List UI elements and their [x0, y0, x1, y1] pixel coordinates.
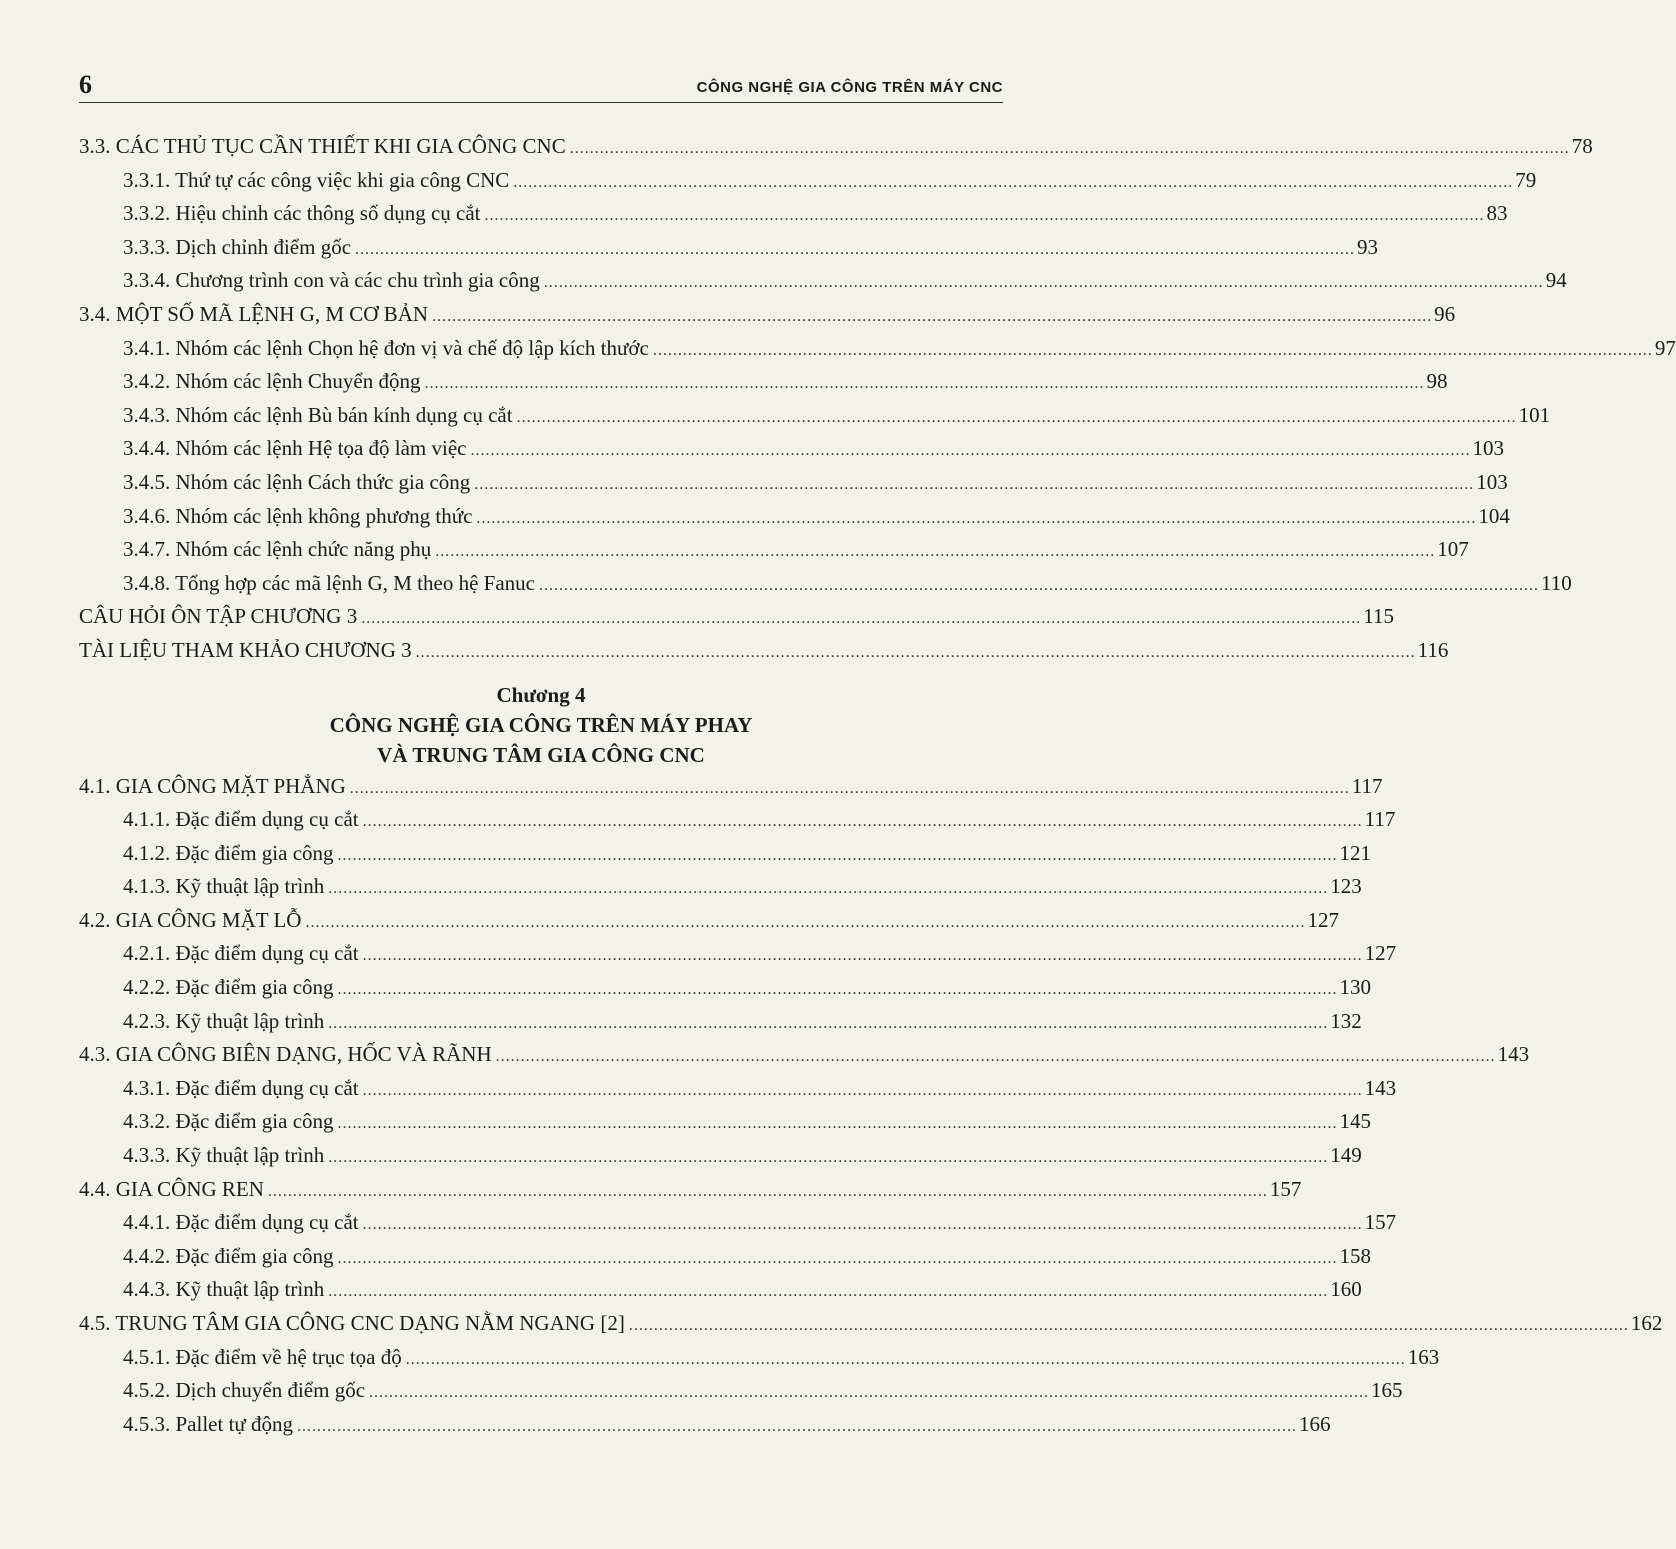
toc-entry-title: CÂU HỎI ÔN TẬP CHƯƠNG 3 — [79, 604, 358, 629]
toc-entry-page: 116 — [1417, 637, 1449, 662]
toc-entry-title: 4.4.3. Kỹ thuật lập trình — [123, 1277, 325, 1302]
toc-entry-title: 4.4. GIA CÔNG REN — [79, 1176, 264, 1201]
toc-entry-title: 3.4.7. Nhóm các lệnh chức năng phụ — [123, 537, 432, 562]
toc-entry-page: 115 — [1363, 604, 1394, 629]
toc-entry-page: 157 — [1269, 1176, 1302, 1201]
toc-dot-leader: ........................................................................................................................................................................................................ — [369, 1384, 1370, 1402]
chapter-title-line-1: CÔNG NGHỆ GIA CÔNG TRÊN MÁY PHAY — [329, 712, 753, 737]
toc-entry-title: 4.5. TRUNG TÂM GIA CÔNG CNC DẠNG NẰM NGANG [2] — [79, 1311, 625, 1335]
toc-entry-page: 158 — [1339, 1243, 1372, 1268]
toc-section-entry — [79, 770, 1383, 804]
toc-subsection-entry — [79, 870, 1362, 904]
toc-dot-leader: ........................................................................................................................................................................................................ — [424, 375, 1425, 393]
toc-dot-leader: ........................................................................................................................................................................................................ — [337, 981, 1338, 999]
toc-entry-title: 4.5.1. Đặc điểm về hệ trục tọa độ — [123, 1344, 402, 1369]
toc-entry-page: 79 — [1515, 167, 1537, 192]
chapter-title-line-2: VÀ TRUNG TÂM GIA CÔNG CNC — [377, 742, 705, 767]
toc-entry-title: 4.3. GIA CÔNG BIÊN DẠNG, HỐC VÀ RÃNH — [79, 1042, 492, 1067]
toc-entry-page: 130 — [1339, 975, 1372, 1000]
toc-subsection-entry — [79, 1374, 1403, 1408]
toc-entry-page: 163 — [1407, 1344, 1440, 1369]
toc-subsection-entry — [79, 803, 1396, 837]
toc-section-entry — [79, 904, 1339, 938]
toc-entry-page: 101 — [1518, 402, 1551, 427]
toc-subsection-entry — [79, 231, 1379, 265]
toc-subsection-entry — [79, 264, 1567, 298]
toc-entry-title: 4.1. GIA CÔNG MẶT PHẲNG — [79, 773, 346, 798]
toc-dot-leader: ........................................................................................................................................................................................................ — [337, 1115, 1338, 1133]
toc-dot-leader: ........................................................................................................................................................................................................ — [349, 779, 1350, 797]
toc-dot-leader: ........................................................................................................................................................................................................ — [538, 576, 1539, 594]
toc-section-entry — [79, 1307, 1663, 1341]
toc-entry-title: 4.1.2. Đặc điểm gia công — [123, 840, 334, 865]
toc-section-chapter-4 — [79, 770, 1663, 1442]
toc-entry-title: 4.3.1. Đặc điểm dụng cụ cắt — [123, 1075, 359, 1100]
toc-entry-page: 166 — [1299, 1411, 1331, 1436]
toc-entry-title: 4.2. GIA CÔNG MẶT LỖ — [79, 907, 302, 932]
toc-dot-leader: ........................................................................................................................................................................................................ — [297, 1417, 1298, 1435]
toc-dot-leader: ........................................................................................................................................................................................................ — [415, 643, 1416, 661]
toc-section-entry — [79, 1173, 1302, 1207]
toc-entry-title: 4.1.3. Kỹ thuật lập trình — [123, 874, 325, 899]
toc-subsection-entry — [79, 1206, 1397, 1240]
toc-entry-page: 96 — [1434, 301, 1456, 326]
toc-subsection-entry — [79, 500, 1510, 534]
toc-entry-title: 3.4.2. Nhóm các lệnh Chuyển động — [123, 369, 421, 394]
page-header — [79, 68, 1003, 103]
toc-dot-leader: ........................................................................................................................................................................................................ — [516, 408, 1517, 426]
page-number: 6 — [79, 70, 92, 99]
toc-dot-leader: ........................................................................................................................................................................................................ — [362, 947, 1363, 965]
toc-subsection-entry — [79, 1005, 1362, 1039]
toc-subsection-entry — [79, 1139, 1362, 1173]
toc-subsection-entry — [79, 365, 1448, 399]
toc-dot-leader: ........................................................................................................................................................................................................ — [435, 543, 1436, 561]
toc-subsection-entry — [79, 197, 1508, 231]
toc-dot-leader: ........................................................................................................................................................................................................ — [337, 1249, 1338, 1267]
toc-dot-leader: ........................................................................................................................................................................................................ — [405, 1350, 1406, 1368]
toc-dot-leader: ........................................................................................................................................................................................................ — [484, 207, 1485, 225]
toc-subsection-entry — [79, 432, 1504, 466]
toc-subsection-entry — [79, 937, 1397, 971]
toc-dot-leader: ........................................................................................................................................................................................................ — [362, 1081, 1363, 1099]
toc-dot-leader: ........................................................................................................................................................................................................ — [543, 274, 1544, 292]
toc-entry-page: 157 — [1364, 1210, 1397, 1235]
toc-entry-title: 3.4.6. Nhóm các lệnh không phương thức — [123, 503, 473, 528]
toc-entry-title: 3.4.5. Nhóm các lệnh Cách thức gia công — [123, 469, 471, 494]
toc-entry-page: 165 — [1371, 1378, 1403, 1403]
toc-section-entry — [79, 298, 1456, 332]
toc-entry-page: 104 — [1478, 503, 1510, 528]
toc-entry-page: 149 — [1330, 1143, 1362, 1168]
toc-entry-title: 3.3.2. Hiệu chỉnh các thông số dụng cụ cắt — [123, 201, 481, 226]
toc-entry-page: 160 — [1330, 1277, 1362, 1302]
running-title: CÔNG NGHỆ GIA CÔNG TRÊN MÁY CNC — [696, 79, 1003, 96]
toc-entry-page: 117 — [1364, 807, 1396, 832]
toc-dot-leader: ........................................................................................................................................................................................................ — [328, 880, 1329, 898]
toc-subsection-entry — [79, 837, 1372, 871]
toc-entry-page: 132 — [1330, 1008, 1362, 1033]
toc-entry-title: 4.2.3. Kỹ thuật lập trình — [123, 1008, 325, 1033]
toc-entry-title: 3.3.1. Thứ tự các công việc khi gia công CNC — [123, 167, 510, 192]
toc-entry-title: 4.3.2. Đặc điểm gia công — [123, 1109, 334, 1134]
toc-entry-title: 4.2.2. Đặc điểm gia công — [123, 975, 334, 1000]
toc-dot-leader: ........................................................................................................................................................................................................ — [328, 1014, 1329, 1032]
chapter-label: Chương 4 — [496, 682, 586, 707]
toc-dot-leader: ........................................................................................................................................................................................................ — [476, 509, 1477, 527]
toc-subsection-entry — [79, 164, 1537, 198]
toc-dot-leader: ........................................................................................................................................................................................................ — [305, 913, 1306, 931]
toc-entry-page: 117 — [1351, 773, 1383, 798]
toc-section-entry — [79, 600, 1394, 634]
toc-entry-title: 3.4.4. Nhóm các lệnh Hệ tọa độ làm việc — [123, 436, 467, 461]
toc-section-chapter-3 — [79, 130, 1676, 668]
toc-entry-page: 98 — [1426, 369, 1448, 394]
toc-dot-leader: ........................................................................................................................................................................................................ — [267, 1182, 1268, 1200]
toc-entry-title: 3.3.3. Dịch chỉnh điểm gốc — [123, 234, 352, 259]
toc-entry-page: 123 — [1330, 874, 1362, 899]
toc-subsection-entry — [79, 1408, 1331, 1442]
toc-entry-page: 127 — [1364, 941, 1397, 966]
toc-section-entry — [79, 1038, 1530, 1072]
toc-entry-title: 4.4.1. Đặc điểm dụng cụ cắt — [123, 1210, 359, 1235]
toc-entry-page: 107 — [1437, 537, 1469, 562]
toc-dot-leader: ........................................................................................................................................................................................................ — [628, 1317, 1629, 1334]
toc-entry-page: 127 — [1307, 907, 1339, 932]
toc-dot-leader: ........................................................................................................................................................................................................ — [432, 307, 1433, 325]
toc-dot-leader: ........................................................................................................................................................................................................ — [328, 1283, 1329, 1301]
toc-entry-title: 4.2.1. Đặc điểm dụng cụ cắt — [123, 941, 359, 966]
toc-entry-title: 3.4.8. Tổng hợp các mã lệnh G, M theo hệ Fanuc — [123, 570, 535, 595]
toc-entry-page: 93 — [1357, 234, 1379, 259]
toc-entry-title: 4.4.2. Đặc điểm gia công — [123, 1243, 334, 1268]
toc-entry-page: 143 — [1364, 1075, 1397, 1100]
toc-section-entry — [79, 130, 1593, 164]
toc-dot-leader: ........................................................................................................................................................................................................ — [470, 442, 1471, 460]
table-of-contents — [79, 130, 1676, 1441]
toc-entry-title: 4.5.2. Dịch chuyển điểm gốc — [123, 1378, 366, 1403]
toc-dot-leader: ........................................................................................................................................................................................................ — [355, 240, 1356, 258]
toc-entry-title: 3.4. MỘT SỐ MÃ LỆNH G, M CƠ BẢN — [79, 301, 429, 326]
toc-entry-page: 83 — [1486, 201, 1508, 226]
toc-subsection-entry — [79, 971, 1372, 1005]
toc-dot-leader: ........................................................................................................................................................................................................ — [513, 173, 1514, 191]
toc-entry-page: 78 — [1571, 134, 1593, 158]
toc-dot-leader: ........................................................................................................................................................................................................ — [328, 1149, 1329, 1167]
toc-entry-page: 103 — [1472, 436, 1504, 461]
toc-dot-leader: ........................................................................................................................................................................................................ — [361, 610, 1362, 628]
toc-entry-page: 103 — [1476, 469, 1508, 494]
toc-subsection-entry — [79, 1072, 1397, 1106]
toc-entry-page: 97 — [1654, 335, 1676, 360]
toc-entry-title: 3.4.3. Nhóm các lệnh Bù bán kính dụng cụ cắt — [123, 402, 513, 427]
toc-dot-leader: ........................................................................................................................................................................................................ — [362, 1216, 1363, 1234]
toc-subsection-entry — [79, 1240, 1372, 1274]
toc-entry-title: 3.3. CÁC THỦ TỤC CẦN THIẾT KHI GIA CÔNG CNC — [79, 134, 566, 158]
toc-entry-page: 143 — [1497, 1042, 1530, 1067]
toc-dot-leader: ........................................................................................................................................................................................................ — [474, 475, 1475, 493]
toc-entry-title: TÀI LIỆU THAM KHẢO CHƯƠNG 3 — [79, 637, 412, 662]
toc-entry-page: 145 — [1339, 1109, 1372, 1134]
toc-entry-title: 3.3.4. Chương trình con và các chu trình gia công — [123, 268, 540, 293]
toc-subsection-entry — [79, 332, 1676, 366]
toc-entry-page: 162 — [1630, 1311, 1663, 1335]
toc-dot-leader: ........................................................................................................................................................................................................ — [337, 846, 1338, 864]
toc-dot-leader: ........................................................................................................................................................................................................ — [495, 1048, 1496, 1066]
toc-entry-page: 121 — [1339, 840, 1372, 865]
toc-subsection-entry — [79, 399, 1551, 433]
toc-entry-title: 4.1.1. Đặc điểm dụng cụ cắt — [123, 807, 359, 832]
toc-subsection-entry — [79, 1341, 1440, 1375]
toc-dot-leader: ........................................................................................................................................................................................................ — [569, 140, 1570, 157]
toc-subsection-entry — [79, 466, 1508, 500]
toc-entry-page: 94 — [1545, 268, 1567, 293]
toc-entry-title: 4.3.3. Kỹ thuật lập trình — [123, 1143, 325, 1168]
toc-entry-title: 4.5.3. Pallet tự động — [123, 1411, 294, 1436]
toc-subsection-entry — [79, 567, 1572, 601]
toc-dot-leader: ........................................................................................................................................................................................................ — [362, 813, 1363, 831]
toc-subsection-entry — [79, 1105, 1372, 1139]
toc-dot-leader: ........................................................................................................................................................................................................ — [652, 341, 1653, 359]
toc-subsection-entry — [79, 1273, 1362, 1307]
toc-entry-page: 110 — [1540, 570, 1572, 595]
toc-subsection-entry — [79, 533, 1469, 567]
toc-section-entry — [79, 634, 1449, 668]
toc-entry-title: 3.4.1. Nhóm các lệnh Chọn hệ đơn vị và chế độ lập kích thước — [123, 335, 649, 360]
chapter-heading — [79, 680, 1003, 770]
